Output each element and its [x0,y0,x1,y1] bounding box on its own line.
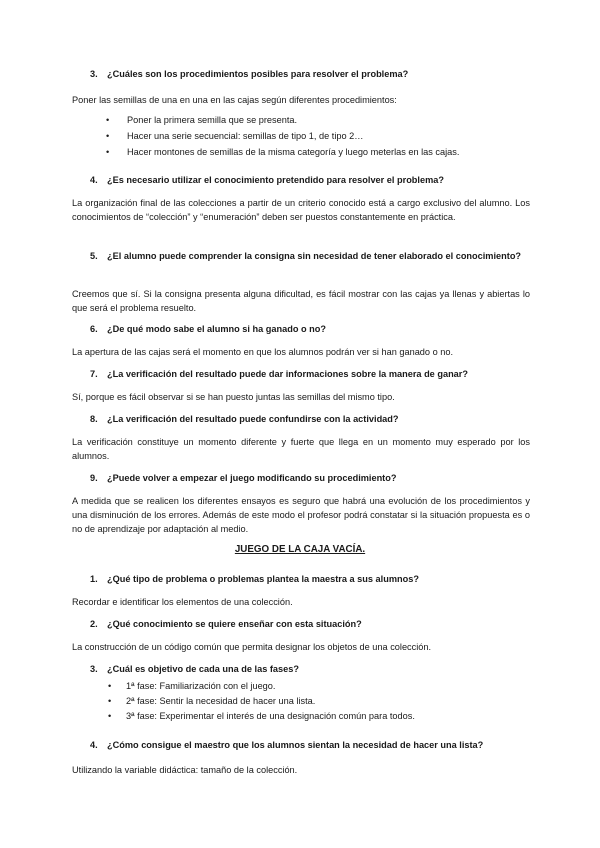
bullet-icon: • [106,131,110,141]
question-number: 2. [90,619,98,629]
question-number: 4. [90,175,98,185]
bullet-text: Poner la primera semilla que se presenta. [127,115,298,125]
question-number: 9. [90,473,98,483]
bullet-text: Hacer montones de semillas de la misma categoría y luego meterlas en las cajas. [127,147,460,157]
question-text: ¿Cómo consigue el maestro que los alumnos sientan la necesidad de hacer una lista? [107,740,484,750]
answer-7: Sí, porque es fácil observar si se han puesto juntas las semillas del mismo tipo. [72,392,395,402]
question-text: ¿La verificación del resultado puede confundirse con la actividad? [107,414,399,424]
question-text: ¿Qué tipo de problema o problemas plantea la maestra a sus alumnos? [107,574,419,584]
question-number: 6. [90,324,98,334]
bullet-icon: • [108,711,112,721]
question-number: 3. [90,664,98,674]
question-text: ¿La verificación del resultado puede dar informaciones sobre la manera de ganar? [107,369,468,379]
answer-4: La organización final de las colecciones a partir de un criterio conocido está a cargo exclusivo del alumno. Los conocimientos de “colección” y “enumeración” deben ser puestos constantemente en práctica. [72,198,530,223]
bullet-icon: • [106,147,110,157]
bullet-text: 3ª fase: Experimentar el interés de una designación común para todos. [126,711,415,721]
answer-9: A medida que se realicen los diferentes ensayos es seguro que habrá una evolución de los procedimientos y una disminución de los errores. Además de este modo el profesor podrá constatar si la situación propuesta es o no de aprendizaje por adaptación al medio. [72,496,530,535]
question-text: ¿El alumno puede comprender la consigna sin necesidad de tener elaborado el conocimiento? [107,251,522,261]
section-title: JUEGO DE LA CAJA VACÍA. [234,544,366,555]
answer-8: La verificación constituye un momento diferente y fuerte que llega en un momento muy esperado por los alumnos. [72,437,530,462]
question-number: 8. [90,414,98,424]
question-text: ¿Cuáles son los procedimientos posibles para resolver el problema? [107,69,409,79]
question-text: ¿Puede volver a empezar el juego modificando su procedimiento? [107,473,397,483]
question-text: ¿Es necesario utilizar el conocimiento pretendido para resolver el problema? [107,175,444,185]
question-number: 5. [90,251,98,261]
question-number: 4. [90,740,98,750]
question-number: 3. [90,69,98,79]
bullet-text: 1ª fase: Familiarización con el juego. [126,681,276,691]
section-answer-4: Utilizando la variable didáctica: tamaño de la colección. [72,765,298,775]
answer-5: Creemos que sí. Si la consigna presenta alguna dificultad, es fácil mostrar con las cajas ya llenas y abiertas lo que será el problema resuelto. [72,289,530,314]
section-answer-1: Recordar e identificar los elementos de una colección. [72,597,293,607]
question-text: ¿Qué conocimiento se quiere enseñar con esta situación? [107,619,362,629]
answer-6: La apertura de las cajas será el momento en que los alumnos podrán ver si han ganado o no. [72,347,454,357]
bullet-text: 2ª fase: Sentir la necesidad de hacer una lista. [126,696,316,706]
question-number: 1. [90,574,98,584]
question-text: ¿De qué modo sabe el alumno si ha ganado o no? [107,324,326,334]
question-text: ¿Cuál es objetivo de cada una de las fases? [107,664,299,674]
bullet-icon: • [108,681,112,691]
question-number: 7. [90,369,98,379]
bullet-text: Hacer una serie secuencial: semillas de tipo 1, de tipo 2… [127,131,364,141]
bullet-icon: • [108,696,112,706]
answer-3: Poner las semillas de una en una en las cajas según diferentes procedimientos: [72,95,397,105]
bullet-icon: • [106,115,110,125]
section-answer-2: La construcción de un código común que permita designar los objetos de una colección. [72,642,432,652]
